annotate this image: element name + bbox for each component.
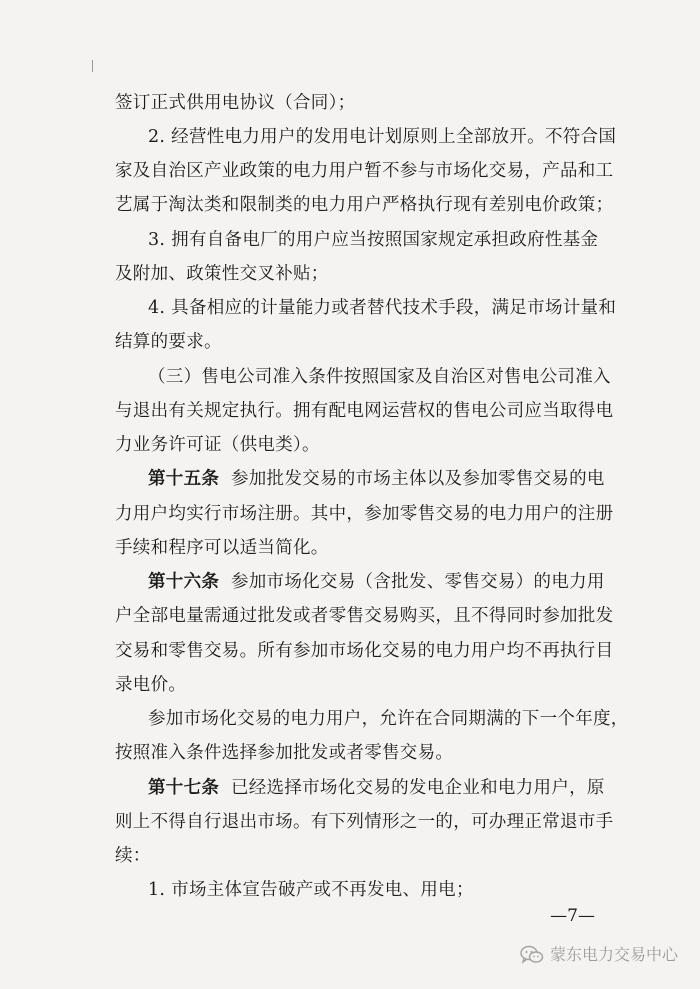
- article-15-heading: 第十五条: [148, 469, 220, 489]
- watermark-text: 蒙东电力交易中心: [549, 945, 678, 964]
- text-line: 交易和零售交易。所有参加市场化交易的电力用户均不再执行目: [115, 641, 614, 661]
- text-line: 手续和程序可以适当简化。: [115, 538, 329, 558]
- text-line: 及附加、政策性交叉补贴；: [115, 264, 329, 284]
- article-15-line: [148, 467, 605, 491]
- text-line: 续：: [115, 846, 151, 866]
- text-line: 按照准入条件选择参加批发或者零售交易。: [115, 743, 454, 763]
- article-16-text: 参加市场化交易（含批发、零售交易）的电力用: [230, 572, 605, 592]
- text-line: 签订正式供用电协议（合同）；: [115, 93, 356, 113]
- article-17-line: [148, 776, 605, 800]
- text-line: 户全部电量需通过批发或者零售交易购买，且不得同时参加批发: [115, 606, 614, 626]
- text-line: 4. 具备相应的计量能力或者替代技术手段，满足市场计量和: [148, 298, 617, 318]
- wechat-icon: [520, 945, 544, 965]
- text-line: 3. 拥有自备电厂的用户应当按照国家规定承担政府性基金: [148, 230, 599, 250]
- text-line: 与退出有关规定执行。拥有配电网运营权的售电公司应当取得电: [115, 401, 614, 421]
- scan-mark: [92, 60, 93, 72]
- text-line: 力用户均实行市场注册。其中，参加零售交易的电力用户的注册: [115, 504, 614, 524]
- text-line: 艺属于淘汰类和限制类的电力用户严格执行现有差别电价政策；: [115, 195, 614, 215]
- watermark: [520, 944, 678, 966]
- text-line: 参加市场化交易的电力用户，允许在合同期满的下一个年度，: [148, 709, 629, 729]
- text-line: 家及自治区产业政策的电力用户暂不参与市场化交易，产品和工: [115, 161, 614, 181]
- page-number: —7—: [550, 906, 595, 926]
- article-16-heading: 第十六条: [148, 572, 220, 592]
- text-line: 结算的要求。: [115, 332, 222, 352]
- text-line: 力业务许可证（供电类）。: [115, 435, 320, 455]
- text-line: 则上不得自行退出市场。有下列情形之一的，可办理正常退市手: [115, 812, 614, 832]
- article-17-text: 已经选择市场化交易的发电企业和电力用户，原: [230, 778, 605, 798]
- article-15-text: 参加批发交易的市场主体以及参加零售交易的电: [230, 469, 605, 489]
- text-line: （三）售电公司准入条件按照国家及自治区对售电公司准入: [148, 367, 611, 387]
- article-17-heading: 第十七条: [148, 778, 220, 798]
- text-line: 1. 市场主体宣告破产或不再发电、用电；: [148, 880, 474, 900]
- text-line: 2. 经营性电力用户的发用电计划原则上全部放开。不符合国: [148, 127, 617, 147]
- article-16-line: [148, 570, 605, 594]
- text-line: 录电价。: [115, 675, 187, 695]
